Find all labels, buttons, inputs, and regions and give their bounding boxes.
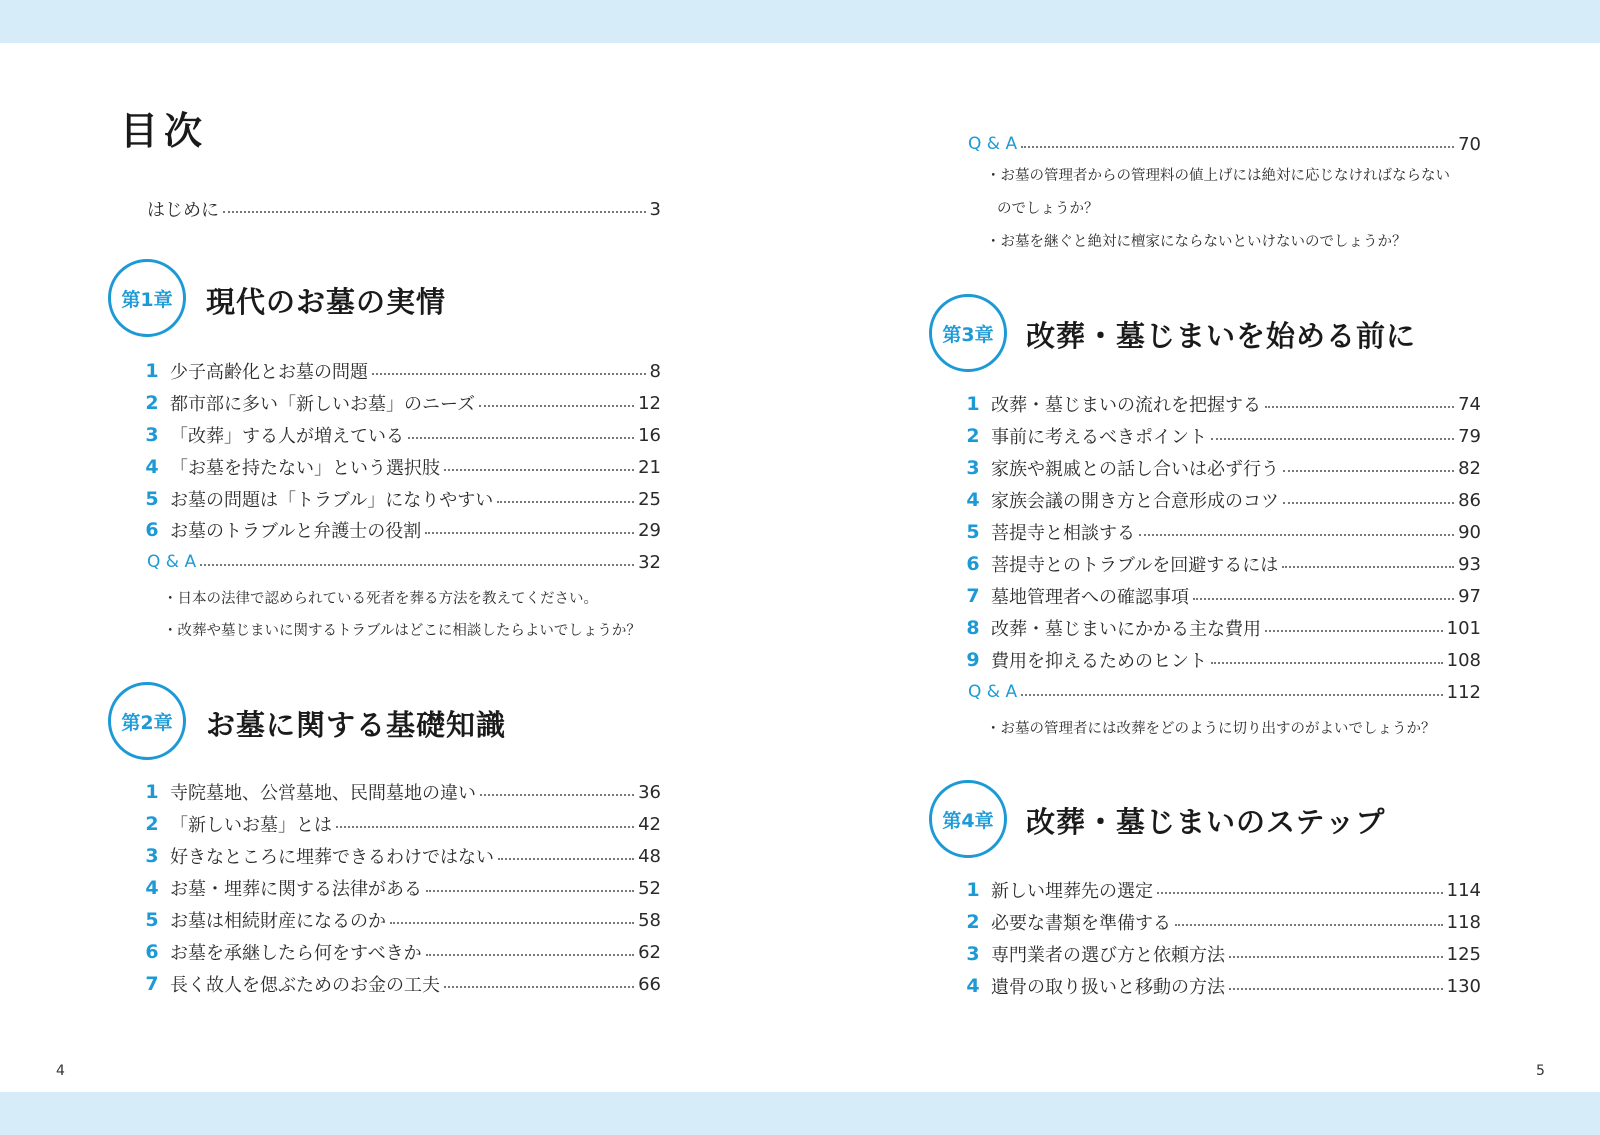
- entry-number: 2: [966, 425, 980, 447]
- leader-dots: [498, 858, 634, 860]
- entry-number: 6: [966, 553, 980, 575]
- entry-page: 112: [1446, 681, 1481, 703]
- entry-page: 97: [1458, 585, 1481, 607]
- leader-dots: [1139, 534, 1454, 536]
- leader-dots: [1021, 146, 1454, 148]
- toc-entry[interactable]: [134, 485, 661, 513]
- leader-dots: [1211, 438, 1454, 440]
- entry-label: はじめに: [147, 200, 219, 221]
- leader-dots: [480, 794, 634, 796]
- entry-page: 108: [1446, 649, 1481, 671]
- page-number-right: 5: [1536, 1063, 1545, 1079]
- entry-page: 3: [649, 198, 661, 220]
- qa-label: Q & A: [968, 134, 1018, 154]
- entry-page: 79: [1458, 425, 1481, 447]
- leader-dots: [223, 211, 646, 213]
- toc-entry[interactable]: [134, 778, 661, 806]
- leader-dots: [1283, 502, 1454, 504]
- leader-dots: [1229, 956, 1443, 958]
- toc-entry-qa[interactable]: [968, 130, 1481, 158]
- entry-page: 86: [1458, 489, 1481, 511]
- entry-label: 「新しいお墓」とは: [170, 815, 332, 836]
- entry-number: 5: [145, 909, 159, 931]
- entry-label: 寺院墓地、公営墓地、民間墓地の違い: [170, 783, 476, 804]
- entry-number: 7: [966, 585, 980, 607]
- entry-page: 21: [638, 456, 661, 478]
- entry-label: 改葬・墓じまいの流れを把握する: [991, 395, 1261, 416]
- leader-dots: [497, 501, 634, 503]
- qa-question: ・改葬や墓じまいに関するトラブルはどこに相談したらよいでしょうか？: [163, 623, 641, 639]
- entry-number: 3: [145, 845, 159, 867]
- leader-dots: [408, 437, 634, 439]
- toc-entry[interactable]: [955, 908, 1481, 936]
- toc-entry[interactable]: [134, 389, 661, 417]
- leader-dots: [1175, 924, 1443, 926]
- entry-page: 52: [638, 877, 661, 899]
- entry-page: 125: [1446, 943, 1481, 965]
- chapter-badge: 第2章: [108, 682, 186, 760]
- entry-number: 1: [145, 781, 159, 803]
- toc-entry[interactable]: [134, 970, 661, 998]
- entry-number: 4: [145, 877, 159, 899]
- leader-dots: [444, 469, 634, 471]
- qa-question: ・お墓を継ぐと絶対に檀家にならないといけないのでしょうか？: [986, 234, 1407, 250]
- leader-dots: [1229, 988, 1443, 990]
- toc-entry[interactable]: [134, 874, 661, 902]
- entry-page: 12: [638, 392, 661, 414]
- leader-dots: [444, 986, 634, 988]
- entry-number: 1: [145, 360, 159, 382]
- entry-label: 事前に考えるべきポイント: [991, 427, 1207, 448]
- entry-page: 58: [638, 909, 661, 931]
- page-number-left: 4: [56, 1063, 65, 1079]
- entry-page: 62: [638, 941, 661, 963]
- entry-number: 5: [966, 521, 980, 543]
- qa-label: Q & A: [147, 552, 197, 572]
- entry-page: 114: [1446, 879, 1481, 901]
- toc-entry[interactable]: [134, 421, 661, 449]
- entry-page: 74: [1458, 393, 1481, 415]
- entry-page: 25: [638, 488, 661, 510]
- toc-title: 目次: [120, 109, 209, 153]
- toc-entry[interactable]: [134, 357, 661, 385]
- entry-number: 1: [966, 879, 980, 901]
- entry-number: 3: [145, 424, 159, 446]
- entry-page: 36: [638, 781, 661, 803]
- entry-number: 3: [966, 943, 980, 965]
- leader-dots: [425, 532, 634, 534]
- qa-question: のでしょうか？: [997, 201, 1099, 217]
- entry-label: お墓を承継したら何をすべきか: [170, 943, 422, 964]
- toc-entry[interactable]: [955, 454, 1481, 482]
- entry-page: 48: [638, 845, 661, 867]
- entry-label: 好きなところに埋葬できるわけではない: [170, 847, 494, 868]
- toc-entry[interactable]: [955, 614, 1481, 642]
- entry-number: 2: [966, 911, 980, 933]
- toc-entry[interactable]: [955, 422, 1481, 450]
- chapter-badge: 第4章: [929, 780, 1007, 858]
- entry-number: 2: [145, 392, 159, 414]
- entry-page: 93: [1458, 553, 1481, 575]
- leader-dots: [1265, 630, 1443, 632]
- chapter-badge: 第1章: [108, 259, 186, 337]
- chapter-badge: 第3章: [929, 294, 1007, 372]
- entry-number: 1: [966, 393, 980, 415]
- qa-question: ・お墓の管理者には改葬をどのように切り出すのがよいでしょうか？: [986, 721, 1436, 737]
- toc-entry[interactable]: [134, 906, 661, 934]
- bottom-band: [0, 1092, 1600, 1135]
- entry-number: 5: [145, 488, 159, 510]
- entry-label: 専門業者の選び方と依頼方法: [991, 945, 1225, 966]
- entry-label: 長く故人を偲ぶためのお金の工夫: [170, 975, 440, 996]
- toc-entry[interactable]: [955, 646, 1481, 674]
- entry-page: 66: [638, 973, 661, 995]
- toc-entry[interactable]: [134, 810, 661, 838]
- entry-number: 9: [966, 649, 980, 671]
- entry-number: 4: [966, 975, 980, 997]
- entry-label: 「お墓を持たない」という選択肢: [170, 458, 440, 479]
- entry-label: 遺骨の取り扱いと移動の方法: [991, 977, 1225, 998]
- qa-question: ・日本の法律で認められている死者を葬る方法を教えてください。: [163, 591, 598, 607]
- entry-number: 4: [966, 489, 980, 511]
- entry-label: 改葬・墓じまいにかかる主な費用: [991, 619, 1261, 640]
- entry-number: 3: [966, 457, 980, 479]
- entry-label: 費用を抑えるためのヒント: [991, 651, 1207, 672]
- toc-entry[interactable]: [955, 972, 1481, 1000]
- entry-number: 6: [145, 941, 159, 963]
- entry-label: 墓地管理者への確認事項: [991, 587, 1189, 608]
- leader-dots: [1021, 694, 1443, 696]
- leader-dots: [426, 890, 634, 892]
- entry-label: 家族会議の開き方と合意形成のコツ: [991, 491, 1279, 512]
- entry-label: 菩提寺と相談する: [991, 523, 1135, 544]
- toc-entry[interactable]: [955, 390, 1481, 418]
- chapter-title: 改葬・墓じまいのステップ: [1026, 805, 1386, 839]
- entry-page: 16: [638, 424, 661, 446]
- leader-dots: [1282, 566, 1454, 568]
- toc-entry-qa[interactable]: [968, 678, 1481, 706]
- entry-label: お墓の問題は「トラブル」になりやすい: [170, 490, 494, 511]
- entry-label: 菩提寺とのトラブルを回避するには: [991, 555, 1279, 576]
- entry-page: 101: [1446, 617, 1481, 639]
- entry-number: 4: [145, 456, 159, 478]
- leader-dots: [390, 922, 634, 924]
- qa-question: ・お墓の管理者からの管理料の値上げには絶対に応じなければならない: [986, 168, 1450, 184]
- toc-entry[interactable]: [955, 518, 1481, 546]
- entry-page: 90: [1458, 521, 1481, 543]
- entry-label: お墓のトラブルと弁護士の役割: [170, 521, 422, 542]
- entry-number: 7: [145, 973, 159, 995]
- entry-page: 118: [1446, 911, 1481, 933]
- entry-number: 2: [145, 813, 159, 835]
- leader-dots: [1283, 470, 1454, 472]
- leader-dots: [1265, 406, 1454, 408]
- leader-dots: [1157, 892, 1443, 894]
- entry-page: 32: [638, 551, 661, 573]
- entry-label: 「改葬」する人が増えている: [170, 426, 404, 447]
- toc-entry[interactable]: [134, 842, 661, 870]
- entry-label: お墓は相続財産になるのか: [170, 911, 386, 932]
- entry-page: 29: [638, 519, 661, 541]
- chapter-title: お墓に関する基礎知識: [206, 708, 507, 742]
- leader-dots: [1211, 662, 1443, 664]
- toc-entry[interactable]: [134, 516, 661, 544]
- leader-dots: [1193, 598, 1454, 600]
- chapter-title: 改葬・墓じまいを始める前に: [1026, 319, 1417, 353]
- toc-entry[interactable]: [134, 938, 661, 966]
- leader-dots: [336, 826, 634, 828]
- toc-entry[interactable]: [955, 940, 1481, 968]
- entry-page: 42: [638, 813, 661, 835]
- entry-label: 必要な書類を準備する: [991, 913, 1171, 934]
- entry-label: お墓・埋葬に関する法律がある: [170, 879, 422, 900]
- toc-entry[interactable]: [955, 550, 1481, 578]
- toc-entry[interactable]: [955, 876, 1481, 904]
- chapter-title: 現代のお墓の実情: [206, 285, 447, 319]
- entry-page: 70: [1458, 133, 1481, 155]
- leader-dots: [479, 405, 634, 407]
- entry-number: 6: [145, 519, 159, 541]
- toc-entry[interactable]: [134, 453, 661, 481]
- top-band: [0, 0, 1600, 43]
- entry-label: 家族や親戚との話し合いは必ず行う: [991, 459, 1279, 480]
- toc-entry-intro[interactable]: [147, 195, 661, 223]
- leader-dots: [426, 954, 634, 956]
- toc-entry-qa[interactable]: [147, 548, 661, 576]
- entry-page: 82: [1458, 457, 1481, 479]
- leader-dots: [200, 564, 634, 566]
- entry-label: 新しい埋葬先の選定: [991, 881, 1153, 902]
- entry-label: 都市部に多い「新しいお墓」のニーズ: [170, 394, 476, 415]
- entry-page: 130: [1446, 975, 1481, 997]
- toc-entry[interactable]: [955, 486, 1481, 514]
- leader-dots: [372, 373, 646, 375]
- toc-entry[interactable]: [955, 582, 1481, 610]
- entry-label: 少子高齢化とお墓の問題: [170, 362, 368, 383]
- qa-label: Q & A: [968, 682, 1018, 702]
- entry-number: 8: [966, 617, 980, 639]
- entry-page: 8: [649, 360, 661, 382]
